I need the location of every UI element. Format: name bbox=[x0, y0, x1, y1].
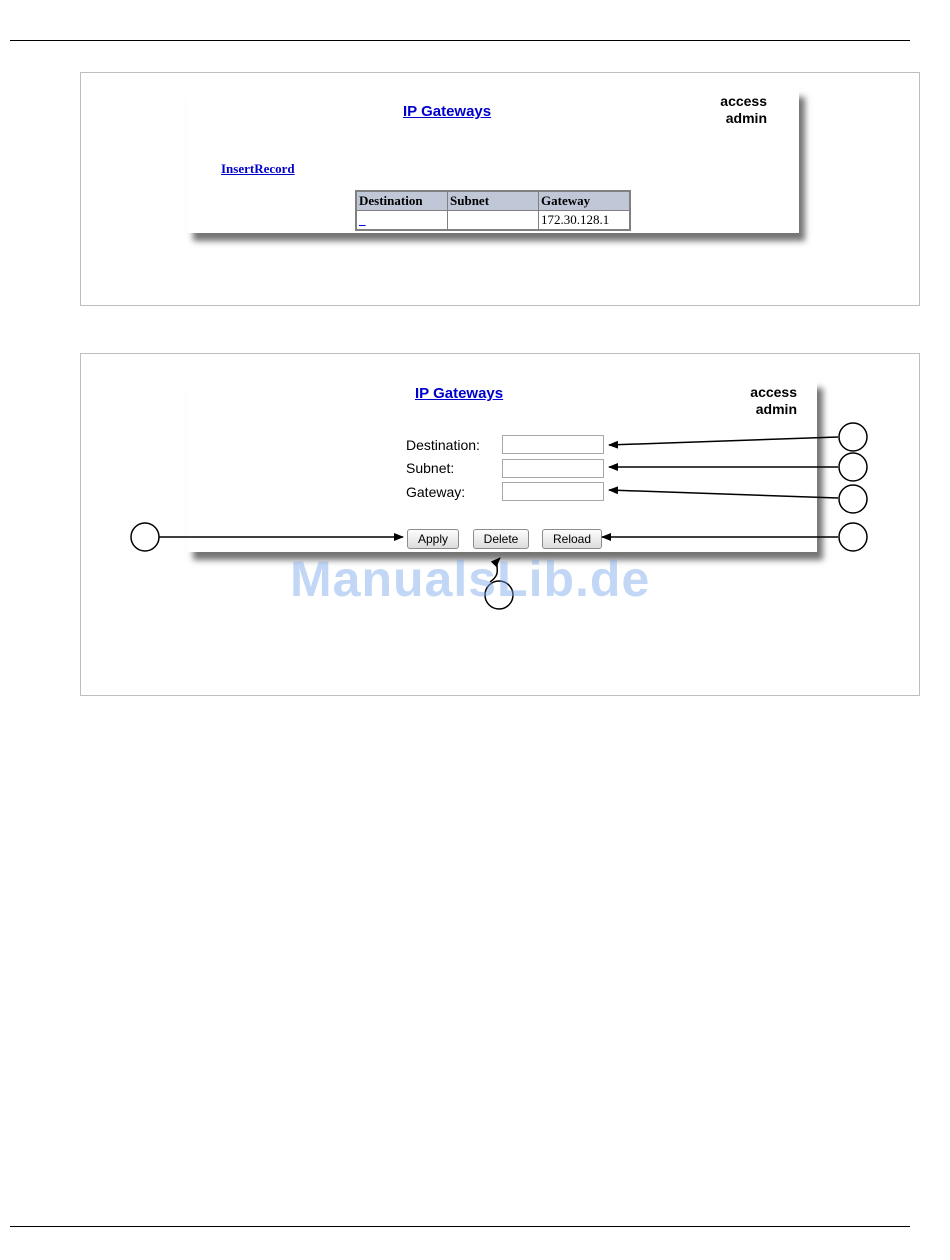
page-title-link[interactable]: IP Gateways bbox=[403, 103, 492, 120]
reload-button[interactable]: Reload bbox=[542, 529, 602, 549]
callout-arrow-gateway bbox=[609, 490, 838, 498]
insert-record-link[interactable]: InsertRecord bbox=[221, 161, 295, 176]
column-header-subnet: Subnet bbox=[448, 191, 539, 211]
column-header-destination: Destination bbox=[356, 191, 448, 211]
page-title-link[interactable]: IP Gateways bbox=[415, 385, 504, 402]
callout-circle-subnet bbox=[839, 453, 867, 481]
access-level: admin bbox=[755, 401, 797, 417]
gateway-label: Gateway: bbox=[406, 484, 466, 500]
callout-circle-reload bbox=[839, 523, 867, 551]
column-header-gateway: Gateway bbox=[539, 191, 631, 211]
callout-arrow-destination bbox=[609, 437, 838, 445]
subnet-label: Subnet: bbox=[406, 460, 455, 476]
cell-gateway: 172.30.128.1 bbox=[539, 211, 631, 231]
destination-label: Destination: bbox=[406, 437, 480, 453]
apply-button[interactable]: Apply bbox=[407, 529, 459, 549]
callout-circle-destination bbox=[839, 423, 867, 451]
delete-button[interactable]: Delete bbox=[473, 529, 529, 549]
callout-circle-gateway bbox=[839, 485, 867, 513]
callout-circle-apply bbox=[131, 523, 159, 551]
watermark: ManualsLib.de bbox=[290, 551, 651, 607]
footer-rule bbox=[10, 1226, 910, 1227]
access-label: access bbox=[720, 93, 767, 109]
access-label: access bbox=[750, 384, 797, 400]
access-level: admin bbox=[725, 110, 767, 126]
row-edit-link[interactable]: _ bbox=[359, 212, 366, 227]
